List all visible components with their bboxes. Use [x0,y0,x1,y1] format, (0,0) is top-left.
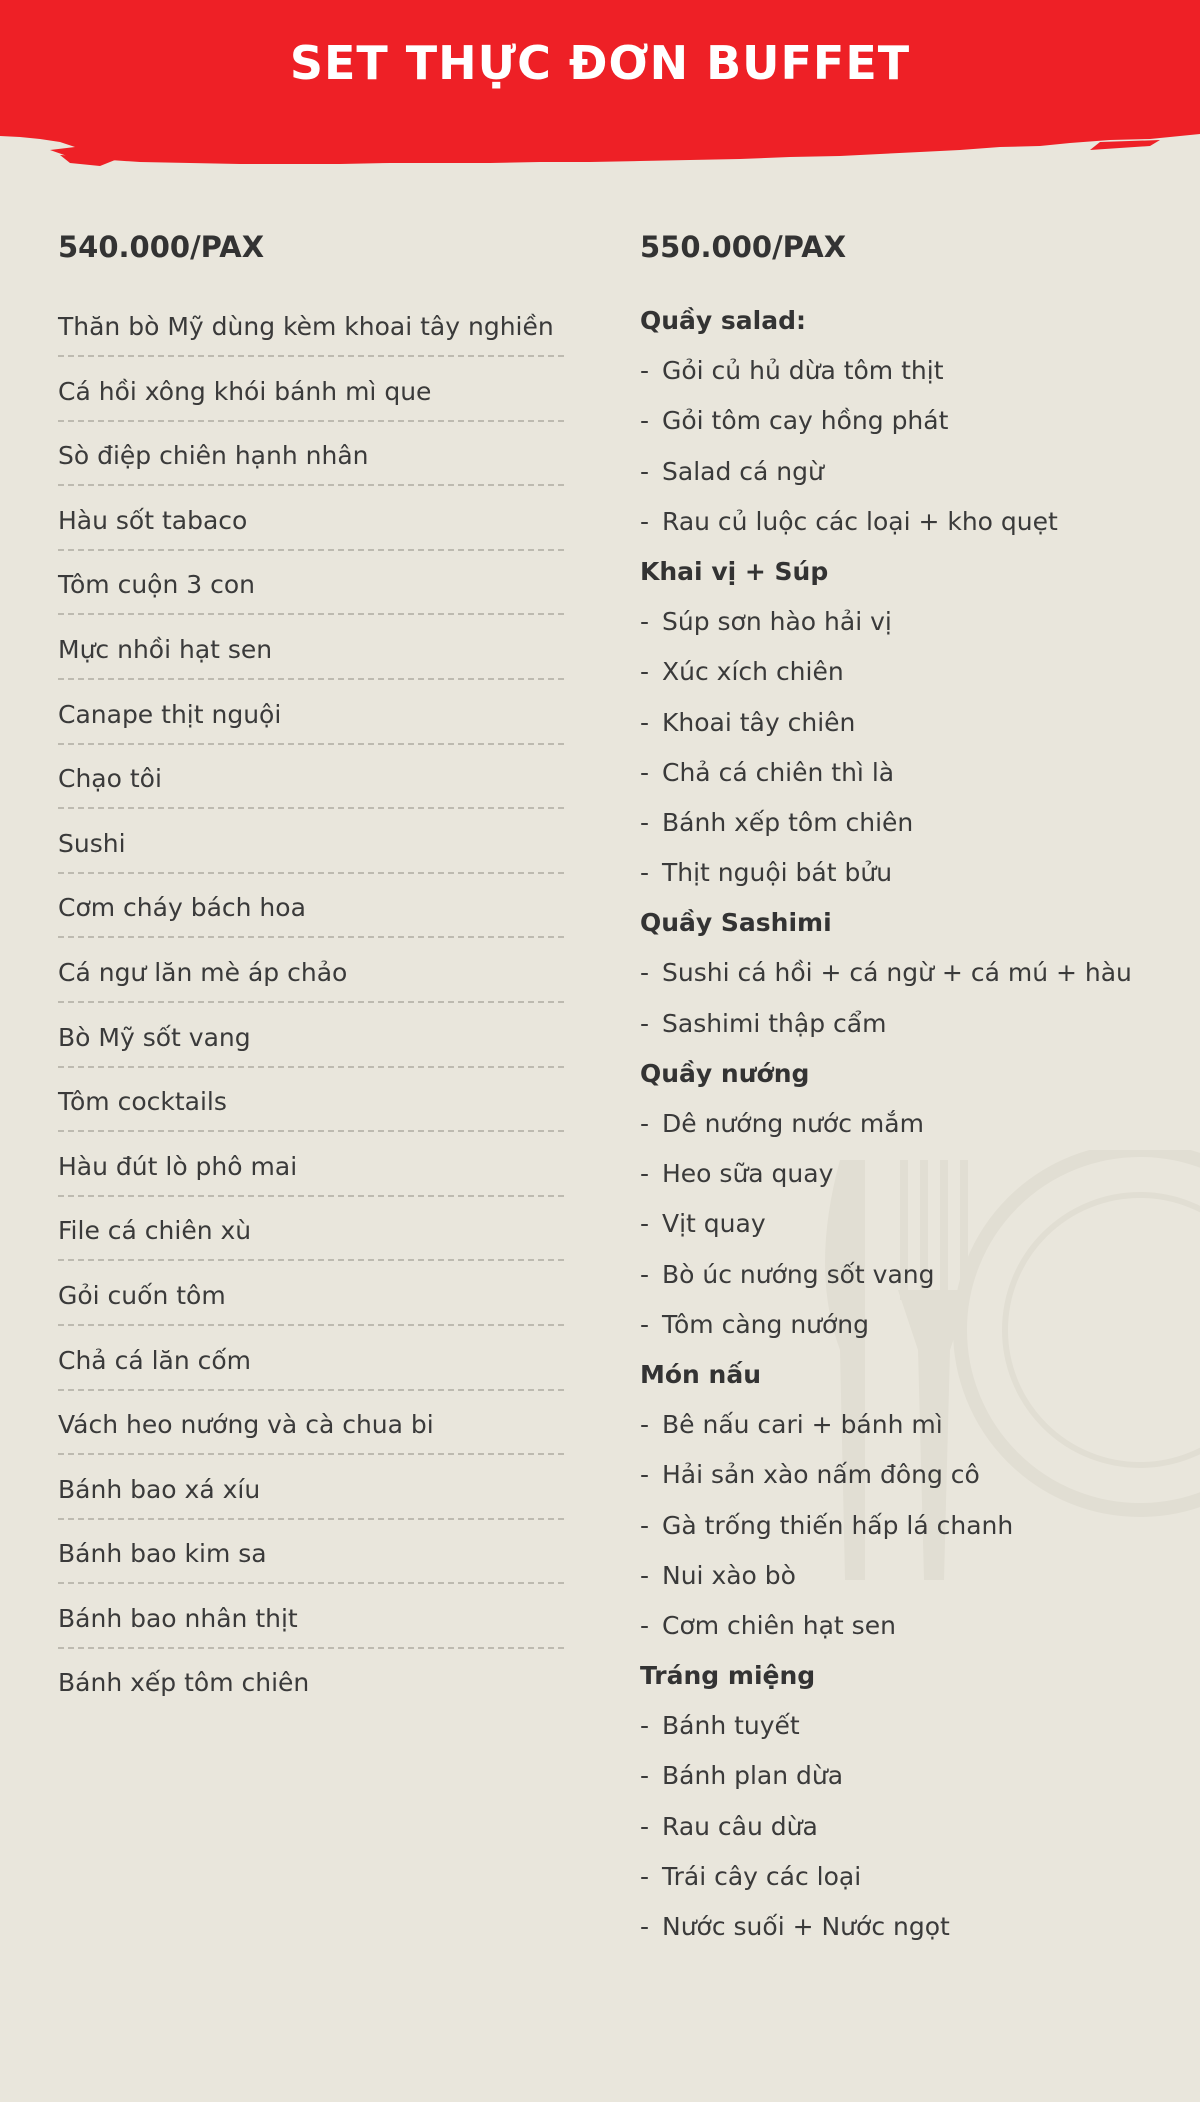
menu-item-label: Canape thịt nguội [58,699,282,729]
dash-bullet: - [640,1410,650,1440]
menu-item [58,374,598,439]
menu-item [640,1909,1200,1959]
dashed-divider [58,743,564,745]
section-heading: Tráng miệng [640,1661,816,1691]
dashed-divider [58,678,564,680]
dash-bullet: - [640,1159,650,1189]
menu-item [58,1536,598,1601]
menu-550-column [640,225,1200,1959]
menu-item-label: Xúc xích chiên [662,657,844,687]
menu-item [640,454,1200,504]
menu-item-label: Sò điệp chiên hạnh nhân [58,441,369,471]
menu-item-label: Cá ngư lăn mè áp chảo [58,957,348,987]
dash-bullet: - [640,1259,650,1289]
dashed-divider [58,1324,564,1326]
dash-bullet: - [640,1510,650,1540]
menu-540-list [58,309,598,1730]
dashed-divider [58,807,564,809]
menu-item-label: Tôm càng nướng [662,1309,870,1339]
menu-item-label: Sushi [58,828,126,858]
menu-item-label: Chạo tôi [58,764,162,794]
menu-item-label: Chả cá chiên thì là [662,757,895,787]
dash-bullet: - [640,1109,650,1138]
menu-item-label: Bánh bao xá xíu [58,1474,261,1504]
menu-item [58,955,598,1020]
menu-item [58,1343,598,1408]
price-540: 540.000/PAX [58,230,265,264]
menu-item-label: Sushi cá hồi + cá ngừ + cá mú + hàu [662,958,1132,988]
menu-item [640,805,1200,855]
menu-item [58,1472,598,1537]
menu-item [58,438,598,503]
dash-bullet: - [640,1912,650,1941]
menu-item-label: Sashimi thập cẩm [662,1008,887,1038]
price-550: 550.000/PAX [640,230,847,264]
menu-item [640,1809,1200,1859]
menu-item [640,1307,1200,1357]
menu-item [640,1758,1200,1808]
dash-bullet: - [640,858,650,888]
menu-item-label: Bánh plan dừa [662,1761,844,1791]
menu-item-label: Tôm cuộn 3 con [58,570,256,600]
dash-bullet: - [640,1309,650,1339]
menu-item [58,503,598,568]
menu-item-label: Chả cá lăn cốm [58,1345,252,1375]
menu-item-label: Bánh bao kim sa [58,1539,267,1569]
menu-item-label: Rau củ luộc các loại + kho quẹt [662,506,1058,536]
menu-item [640,654,1200,704]
menu-item [58,1601,598,1666]
menu-item-label: Rau câu dừa [662,1811,818,1841]
menu-item [58,697,598,762]
menu-item [640,604,1200,654]
menu-item [58,1084,598,1149]
menu-item-label: Gỏi cuốn tôm [58,1280,226,1310]
menu-item-label: Gà trống thiến hấp lá chanh [662,1510,1014,1540]
menu-item-label: Cơm cháy bách hoa [58,893,306,923]
dashed-divider [58,1130,564,1132]
menu-item [58,1278,598,1343]
section-heading: Quầy salad: [640,306,807,335]
menu-item [640,1006,1200,1056]
menu-item [640,1708,1200,1758]
menu-item-label: Mực nhồi hạt sen [58,634,273,664]
menu-item-label: Gỏi tôm cay hồng phát [662,406,949,436]
menu-item [640,1457,1200,1507]
menu-item-label: Bánh bao nhân thịt [58,1603,298,1633]
menu-item-label: Vách heo nướng và cà chua bi [58,1410,434,1440]
dashed-divider [58,484,564,486]
menu-item [640,705,1200,755]
menu-item [640,403,1200,453]
menu-item [640,855,1200,905]
menu-item [640,955,1200,1005]
menu-item [58,309,598,374]
dashed-divider [58,613,564,615]
menu-item-label: Hải sản xào nấm đông cô [662,1460,980,1490]
menu-item-label: Bánh xếp tôm chiên [662,807,914,837]
menu-item [640,1558,1200,1608]
dashed-divider [58,1195,564,1197]
dashed-divider [58,1389,564,1391]
menu-item [58,890,598,955]
dashed-divider [58,1001,564,1003]
menu-item-label: Gỏi củ hủ dừa tôm thịt [662,356,944,386]
menu-item [58,1020,598,1085]
menu-550-list [640,303,1200,1959]
dashed-divider [58,1259,564,1261]
dash-bullet: - [640,1711,650,1741]
menu-item [58,1407,598,1472]
menu-item [58,1149,598,1214]
dashed-divider [58,1582,564,1584]
section-heading: Món nấu [640,1359,762,1389]
menu-item-label: Dê nướng nước mắm [662,1109,924,1138]
dash-bullet: - [640,958,650,988]
dash-bullet: - [640,657,650,687]
menu-item [640,1859,1200,1909]
menu-item [640,1508,1200,1558]
page-title: SET THỰC ĐƠN BUFFET [289,36,911,90]
menu-item [640,1257,1200,1307]
menu-item [640,353,1200,403]
dashed-divider [58,355,564,357]
menu-item [640,755,1200,805]
header-banner [0,0,1200,175]
dash-bullet: - [640,1811,650,1841]
dashed-divider [58,1647,564,1649]
section-heading: Quầy Sashimi [640,908,832,938]
menu-item-label: Cơm chiên hạt sen [662,1610,896,1640]
dash-bullet: - [640,757,650,787]
menu-item [640,1407,1200,1457]
dashed-divider [58,549,564,551]
menu-item-label: Hàu đút lò phô mai [58,1151,298,1181]
menu-item [640,504,1200,554]
menu-item [640,1608,1200,1658]
menu-item-label: Thăn bò Mỹ dùng kèm khoai tây nghiền [58,312,554,341]
dash-bullet: - [640,406,650,436]
menu-item [58,1213,598,1278]
dash-bullet: - [640,1460,650,1490]
dash-bullet: - [640,1209,650,1239]
menu-item-label: Bánh tuyết [662,1711,800,1741]
menu-item-label: Súp sơn hào hải vị [662,607,892,637]
menu-item [58,632,598,697]
menu-item-label: File cá chiên xù [58,1216,252,1246]
menu-item-label: Bánh xếp tôm chiên [58,1668,310,1698]
dash-bullet: - [640,807,650,837]
menu-item-label: Tôm cocktails [58,1087,227,1117]
menu-item [58,826,598,891]
menu-item-label: Bê nấu cari + bánh mì [662,1410,943,1440]
menu-item [640,1206,1200,1256]
menu-item-label: Khoai tây chiên [662,707,856,737]
menu-item-label: Heo sữa quay [662,1159,834,1189]
menu-item [640,1156,1200,1206]
dashed-divider [58,1518,564,1520]
menu-item [58,567,598,632]
dash-bullet: - [640,506,650,536]
menu-540-column [58,225,598,1730]
menu-item [58,1665,598,1730]
dash-bullet: - [640,456,650,486]
menu-item-label: Nui xào bò [662,1560,796,1590]
section-heading: Quầy nướng [640,1058,810,1088]
dash-bullet: - [640,1761,650,1791]
menu-item-label: Vịt quay [662,1209,766,1239]
menu-item-label: Salad cá ngừ [662,456,824,486]
dash-bullet: - [640,1861,650,1891]
section-heading: Khai vị + Súp [640,556,829,586]
menu-item-label: Bò Mỹ sốt vang [58,1022,251,1052]
dashed-divider [58,1453,564,1455]
menu-item [640,1106,1200,1156]
dash-bullet: - [640,356,650,386]
dash-bullet: - [640,607,650,637]
menu-item-label: Cá hồi xông khói bánh mì que [58,376,432,406]
menu-item-label: Bò úc nướng sốt vang [662,1259,935,1289]
menu-item-label: Nước suối + Nước ngọt [662,1912,950,1941]
dashed-divider [58,936,564,938]
dashed-divider [58,420,564,422]
dash-bullet: - [640,707,650,737]
menu-item [58,761,598,826]
menu-item-label: Hàu sốt tabaco [58,505,248,535]
dash-bullet: - [640,1008,650,1038]
dashed-divider [58,872,564,874]
menu-item-label: Trái cây các loại [662,1861,862,1891]
dash-bullet: - [640,1560,650,1590]
menu-item-label: Thịt nguội bát bửu [662,858,893,888]
dashed-divider [58,1066,564,1068]
dash-bullet: - [640,1610,650,1640]
